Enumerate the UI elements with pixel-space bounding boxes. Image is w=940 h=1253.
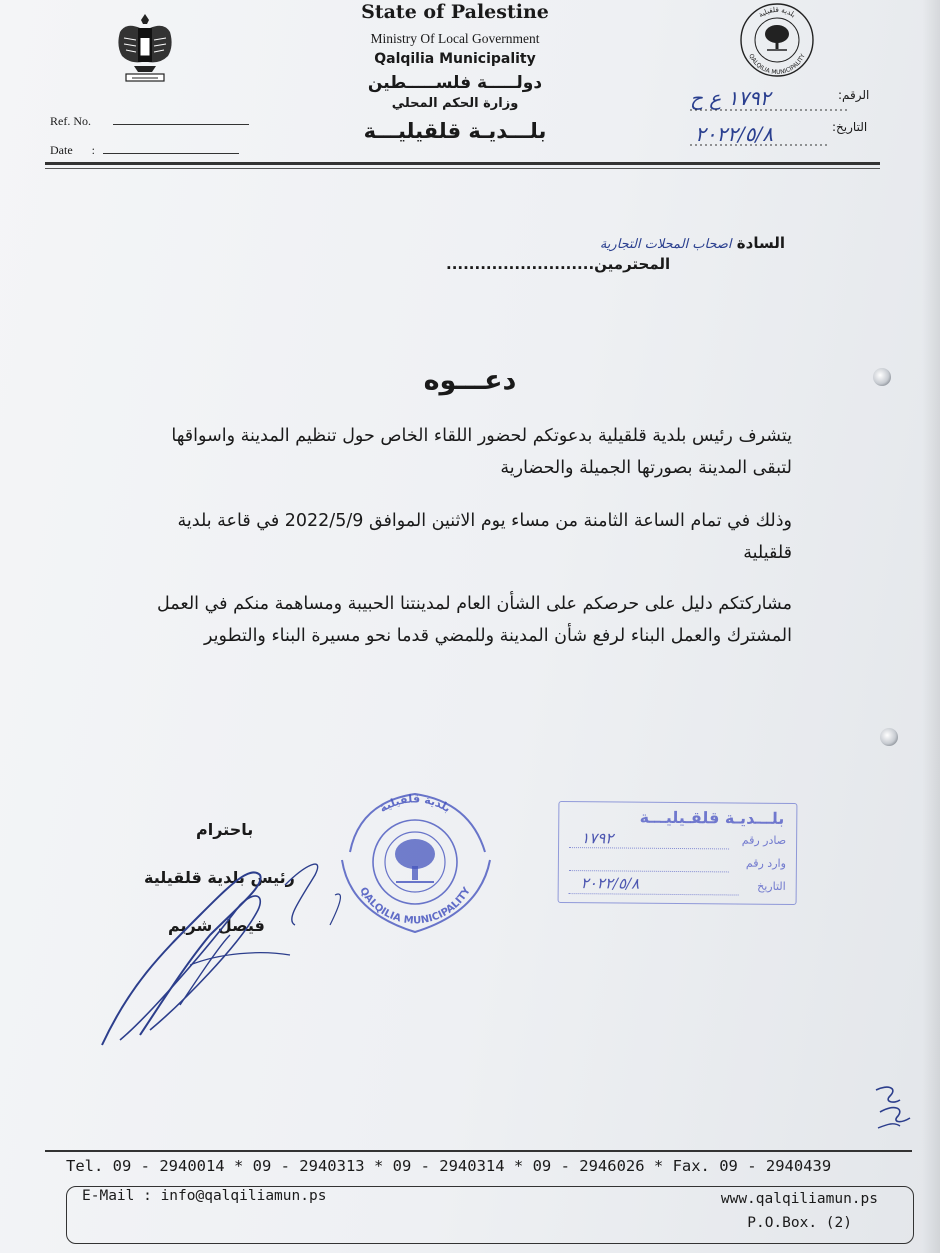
ref-no-line [113,114,249,125]
letterhead [330,0,580,143]
stamp-date-line [569,892,739,895]
handwritten-signature [90,835,350,1060]
salutation-line [385,234,785,252]
state-title-ar: دولـــــة فلســـــطين [367,73,543,93]
state-title-en: State of Palestine [361,1,549,23]
number-label-ar: الرقم: [838,88,870,102]
salutation: السادة [736,234,785,252]
addressee-suffix: المحترمين [594,255,671,273]
stamp-incoming-line [569,869,729,872]
number-dotted-line [690,108,850,112]
svg-text:QALQILIA MUNICIPALITY: QALQILIA MUNICIPALITY [747,52,807,77]
date-colon: : [91,143,95,157]
municipality-title-ar: بلـــديـة قلقيليـــة [363,119,547,143]
handwritten-date: ٢٠٢٢/٥/٨ [695,122,773,146]
header-divider-thin [45,168,880,169]
header-divider [45,162,880,165]
stamp-outgoing-value: ١٧٩٢ [581,829,614,848]
svg-text:بلدية قلقيلية: بلدية قلقيلية [757,5,798,20]
ministry-title-ar: وزارة الحكم المحلي [391,96,519,111]
municipality-title-en: Qalqilia Municipality [374,51,536,67]
municipality-logo-seal [735,0,819,84]
date-dotted-line [690,143,830,147]
stamp-outgoing-label: صادر رقم [741,833,787,847]
punch-hole-bottom [880,728,898,746]
regards: باحترام [196,820,254,839]
paragraph-3: مشاركتكم دليل على حرصكم على الشأن العام لمدينتنا الحبيبة ومساهمة منكم في العمل المشترك والعمل البناء لرفع شأن المدينة وللمضي قدما نحو مسيرة البناء والتطوير [157,594,792,646]
stamp-date-value: ٢٠٢٢/٥/٨ [580,874,640,893]
svg-text:بلدية قلقيلية: بلدية قلقيلية [377,792,454,816]
footer-telephone: Tel. 09 - 2940014 * 09 - 2940313 * 09 - 2940314 * 09 - 2946026 * Fax. 09 - 2940439 [66,1157,832,1175]
palestine-eagle-emblem [112,10,178,90]
ref-no-label: Ref. No. [50,114,91,128]
punch-hole-top [873,368,891,386]
handwritten-number: ١٧٩٢ ع ح [690,86,771,110]
footer-pobox: P.O.Box. (2) [747,1215,852,1231]
stamp-date-label: التاريخ [757,879,786,893]
page-edge-shadow [922,0,940,1253]
footer-divider [45,1150,912,1152]
handwritten-addressee: اصحاب المحلات التجارية [599,237,732,252]
letter-title: دعـــوه [423,365,517,396]
paragraph-1: يتشرف رئيس بلدية قلقيلية بدعوتكم لحضور اللقاء الخاص حول تنظيم المدينة واسواقها لتبقى المدينة بصورتها الجميلة والحضارية [171,426,792,478]
stamp-incoming-label: وارد رقم [745,856,786,870]
date-label-ar: التاريخ: [832,120,868,134]
date-field [50,143,239,158]
registry-stamp [558,801,798,905]
footer-email: E-Mail : info@qalqiliamun.ps [82,1188,327,1204]
stamp-title: بلـــديـة قلقـيليـــة [639,807,785,828]
date-label: Date [50,143,73,157]
ministry-title-en: Ministry Of Local Government [370,31,540,46]
signatory-name: فيصل شريم [168,916,265,935]
handwritten-initial [870,1082,918,1132]
date-line [103,143,239,154]
official-municipality-seal [330,782,500,942]
addressee-suffix-line [446,255,670,273]
paragraph-2: وذلك في تمام الساعة الثامنة من مساء يوم الاثنين الموافق 2022/5/9 في قاعة بلدية قلقيلية [177,511,792,563]
svg-text:QALQILIA MUNICIPALITY: QALQILIA MUNICIPALITY [357,885,473,927]
ref-no-field [50,114,249,129]
footer-website: www.qalqiliamun.ps [720,1191,878,1207]
addressee-dots: .......................... [446,255,595,273]
signatory-position: رئيس بلدية قلقيلية [144,868,295,887]
